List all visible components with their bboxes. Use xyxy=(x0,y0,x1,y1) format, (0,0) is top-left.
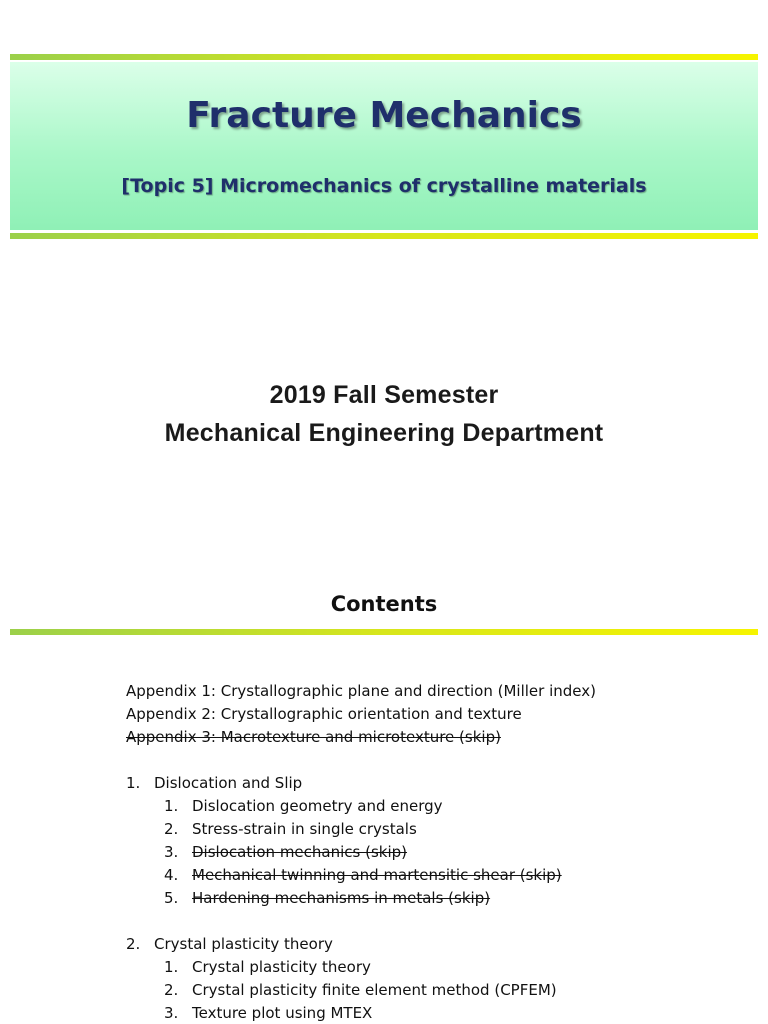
appendix-item-skipped xyxy=(126,726,746,749)
item-number: 4. xyxy=(164,866,179,884)
appendix-label: Appendix 1: Crystallographic plane and direction (Miller index) xyxy=(126,682,596,700)
top-accent-rule xyxy=(10,54,758,60)
item-number: 2. xyxy=(164,820,179,838)
item-text: Texture plot using MTEX xyxy=(192,1004,373,1022)
item-text: Dislocation mechanics (skip) xyxy=(192,843,408,861)
item-number: 1. xyxy=(164,958,179,976)
item-number: 3. xyxy=(164,843,179,861)
list-item-skipped xyxy=(126,864,746,887)
item-number: 3. xyxy=(164,1004,179,1022)
item-text: Crystal plasticity finite element method (CPFEM) xyxy=(192,981,557,999)
list-item-skipped xyxy=(126,887,746,910)
table-of-contents xyxy=(126,680,746,1024)
list-item xyxy=(126,795,746,818)
item-text: Mechanical twinning and martensitic shear (skip) xyxy=(192,866,562,884)
item-number: 2. xyxy=(164,981,179,999)
section-heading xyxy=(126,933,746,956)
item-text: Dislocation geometry and energy xyxy=(192,797,443,815)
list-item xyxy=(126,979,746,1002)
appendix-item xyxy=(126,680,746,703)
section-title: Dislocation and Slip xyxy=(154,774,303,792)
appendix-label: Appendix 3: Macrotexture and microtexture (skip) xyxy=(126,728,501,746)
list-item xyxy=(126,1002,746,1024)
slide-subtitle: [Topic 5] Micromechanics of crystalline materials xyxy=(121,175,647,197)
slide-title: Fracture Mechanics xyxy=(186,95,582,136)
bottom-accent-rule xyxy=(10,233,758,239)
section-heading xyxy=(126,772,746,795)
title-band xyxy=(10,62,758,230)
spacer xyxy=(126,749,746,772)
item-text: Crystal plasticity theory xyxy=(192,958,371,976)
list-item xyxy=(126,956,746,979)
item-number: 5. xyxy=(164,889,179,907)
spacer xyxy=(126,910,746,933)
appendix-item xyxy=(126,703,746,726)
semester-text: 2019 Fall Semester xyxy=(269,381,499,409)
section-number: 2. xyxy=(126,935,141,953)
contents-heading: Contents xyxy=(330,592,438,616)
item-number: 1. xyxy=(164,797,179,815)
section-title: Crystal plasticity theory xyxy=(154,935,333,953)
item-text: Stress-strain in single crystals xyxy=(192,820,417,838)
list-item xyxy=(126,818,746,841)
appendix-label: Appendix 2: Crystallographic orientation and texture xyxy=(126,705,522,723)
list-item-skipped xyxy=(126,841,746,864)
item-text: Hardening mechanisms in metals (skip) xyxy=(192,889,491,907)
department-text: Mechanical Engineering Department xyxy=(164,419,604,447)
section-number: 1. xyxy=(126,774,141,792)
contents-accent-rule xyxy=(10,629,758,635)
